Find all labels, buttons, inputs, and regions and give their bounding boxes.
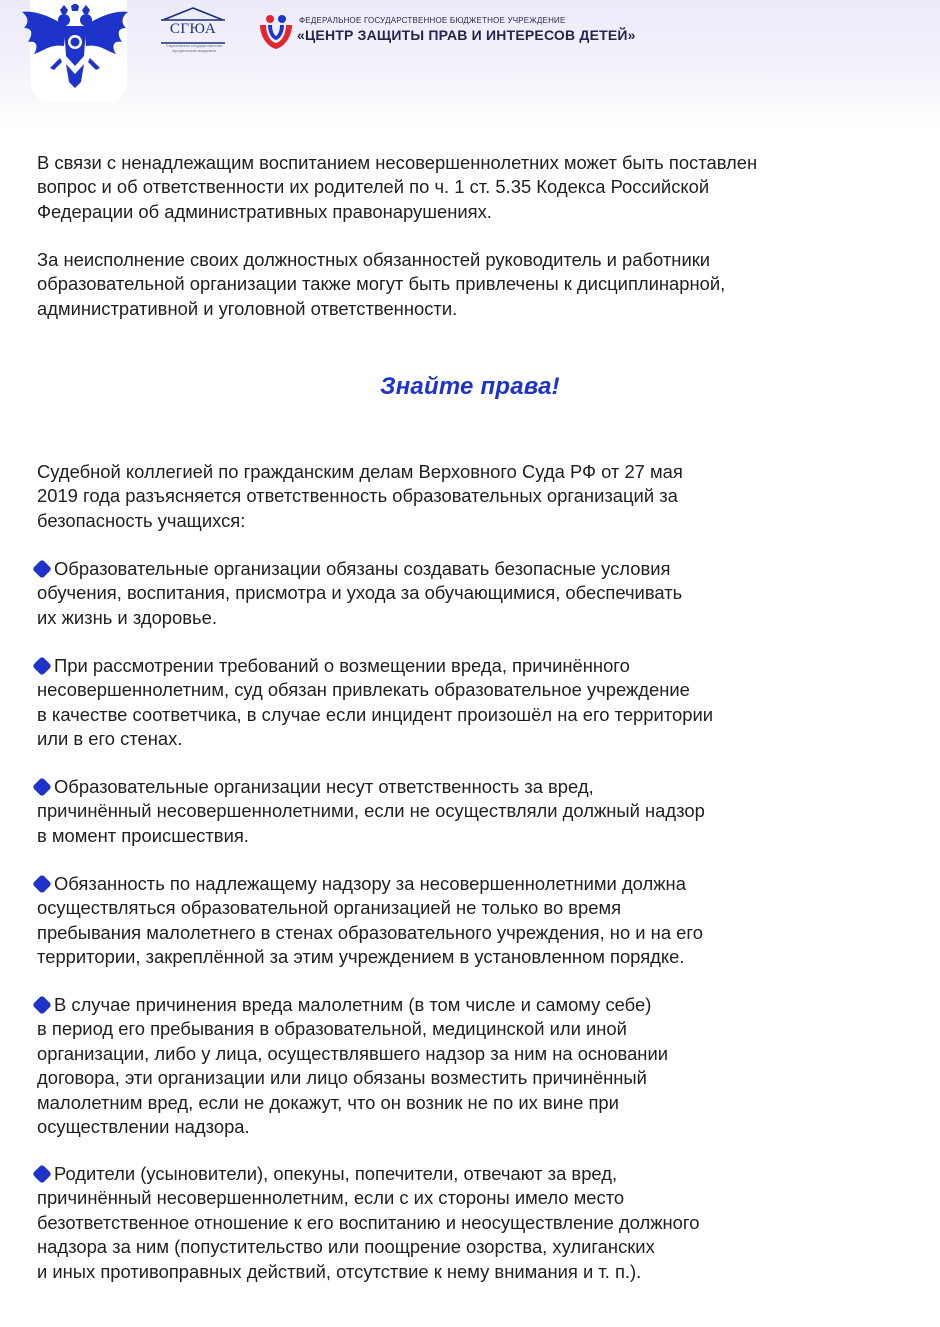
text-line: Федерации об административных правонарушениях. (37, 200, 492, 222)
bullet-item (30, 654, 713, 752)
sgua-subtitle: Саратовская государственная юридическая академия (165, 43, 223, 53)
text-line: надзора за ним (попустительство или поощрение озорства, хулиганских (37, 1236, 655, 1258)
text-line: административной и уголовной ответственности. (37, 297, 458, 319)
text-line: вопрос и об ответственности их родителей по ч. 1 ст. 5.35 Кодекса Российской (37, 176, 710, 198)
text-line: Родители (усыновители), опекуны, попечители, отвечают за вред, (54, 1163, 618, 1184)
diamond-bullet-icon (32, 995, 52, 1015)
text-line: в качестве соответчика, в случае если инцидент произошёл на его территории (37, 703, 713, 725)
center-org-name: «ЦЕНТР ЗАЩИТЫ ПРАВ И ИНТЕРЕСОВ ДЕТЕЙ» (297, 27, 636, 43)
text-line: организации, либо у лица, осуществлявшего надзор за ним на основании (37, 1042, 669, 1064)
text-line: малолетним вред, если не докажут, что он возник не по их вине при (37, 1091, 619, 1113)
center-logo-icon (256, 11, 296, 51)
text-line: Обязанность по надлежащему надзору за несовершеннолетними должна (54, 873, 686, 894)
diamond-bullet-icon (32, 777, 52, 797)
text-line: безопасность учащихся: (37, 509, 246, 531)
text-line: образовательной организации также могут быть привлечены к дисциплинарной, (37, 273, 726, 295)
text-line: в момент происшествия. (37, 824, 249, 846)
diamond-bullet-icon (32, 656, 52, 676)
text-line: договора, эти организации или лицо обязаны возместить причинённый (37, 1067, 647, 1089)
text-line: обучения, воспитания, присмотра и ухода за обучающимися, обеспечивать (37, 582, 683, 604)
text-line: их жизнь и здоровье. (37, 606, 217, 628)
text-line: При рассмотрении требований о возмещении вреда, причинённого (54, 655, 630, 676)
text-line: или в его стенах. (37, 728, 183, 750)
intro-paragraph-1 (37, 151, 757, 224)
text-line: несовершеннолетним, суд обязан привлекать образовательное учреждение (37, 679, 690, 701)
text-line: и иных противоправных действий, отсутствие к нему внимания и т. п.). (37, 1260, 642, 1282)
text-line: В связи с ненадлежащим воспитанием несовершеннолетних может быть поставлен (37, 152, 758, 173)
text-line: территории, закреплённой за этим учреждением в установленном порядке. (37, 946, 685, 968)
intro-paragraph-2 (37, 248, 725, 321)
text-line: безответственное отношение к его воспитанию и неосуществление должного (37, 1211, 700, 1233)
diamond-bullet-icon (32, 874, 52, 894)
text-line: В случае причинения вреда малолетним (в том числе и самому себе) (54, 994, 652, 1015)
text-line: причинённый несовершеннолетними, если не осуществляли должный надзор (37, 800, 705, 822)
text-line: 2019 года разъясняется ответственность образовательных организаций за (37, 485, 678, 507)
section-heading: Знайте права! (380, 373, 560, 400)
bullet-item (30, 872, 703, 970)
court-paragraph (37, 460, 683, 533)
text-line: Судебной коллегией по гражданским делам Верховного Суда РФ от 27 мая (37, 461, 683, 482)
text-line: осуществлении надзора. (37, 1116, 250, 1138)
diamond-bullet-icon (32, 559, 52, 579)
text-line: Образовательные организации обязаны создавать безопасные условия (54, 558, 671, 579)
text-line: Образовательные организации несут ответственность за вред, (54, 776, 594, 797)
bullet-item (30, 993, 668, 1139)
text-line: За неисполнение своих должностных обязанностей руководитель и работники (37, 249, 711, 270)
text-line: осуществляться образовательной организацией не только во время (37, 897, 622, 919)
text-line: в период его пребывания в образовательной, медицинской или иной (37, 1018, 627, 1040)
text-line: пребывания малолетнего в стенах образовательного учреждения, но и на его (37, 921, 703, 943)
diamond-bullet-icon (32, 1164, 52, 1184)
double-headed-eagle-icon (20, 4, 130, 90)
sgua-title: СГЮА (169, 21, 217, 37)
bullet-item (30, 1162, 699, 1284)
center-org-type: ФЕДЕРАЛЬНОЕ ГОСУДАРСТВЕННОЕ БЮДЖЕТНОЕ УЧРЕЖДЕНИЕ (299, 16, 566, 25)
bullet-item (30, 775, 705, 848)
text-line: причинённый несовершеннолетним, если с их стороны имело место (37, 1187, 625, 1209)
bullet-item (30, 557, 682, 630)
